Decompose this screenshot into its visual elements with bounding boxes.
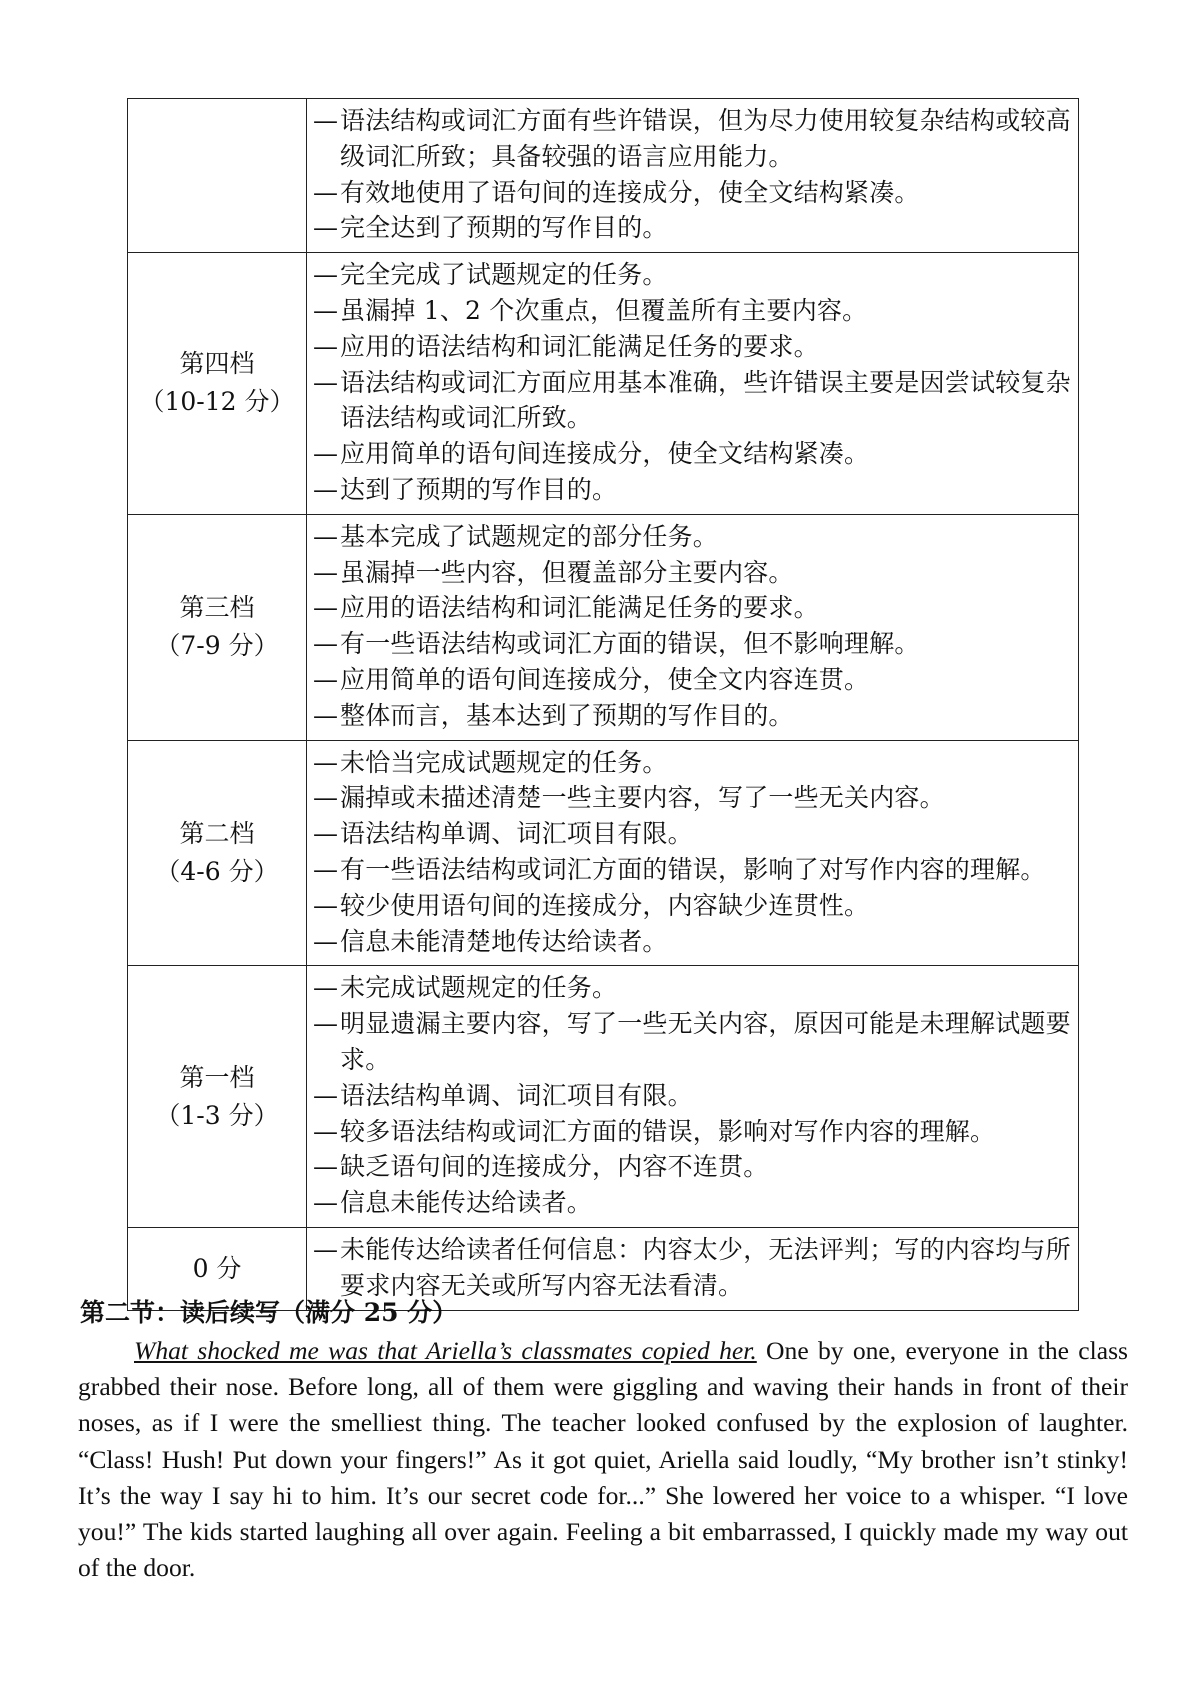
rubric-criterion-text: 完全达到了预期的写作目的。 bbox=[340, 213, 668, 243]
rubric-criterion-text: 基本完成了试题规定的部分任务。 bbox=[340, 521, 719, 551]
rubric-criterion-text: 语法结构单调、词汇项目有限。 bbox=[340, 1080, 693, 1110]
rubric-criterion-text: 达到了预期的写作目的。 bbox=[340, 474, 618, 504]
rubric-criterion-line bbox=[313, 1185, 1078, 1221]
bullet-dash: — bbox=[313, 1080, 339, 1110]
bullet-dash: — bbox=[313, 819, 339, 849]
rubric-row bbox=[128, 740, 1079, 966]
rubric-row bbox=[128, 966, 1079, 1228]
rubric-criterion-text: 信息未能传达给读者。 bbox=[340, 1188, 593, 1218]
rubric-criterion-text: 应用简单的语句间连接成分，使全文结构紧凑。 bbox=[340, 439, 870, 469]
bullet-dash: — bbox=[313, 213, 339, 243]
bullet-dash: — bbox=[313, 926, 339, 956]
bullet-dash: — bbox=[313, 890, 339, 920]
rubric-level-score: （7-9 分） bbox=[155, 631, 279, 661]
rubric-criterion-text: 虽漏掉 1、2 个次重点，但覆盖所有主要内容。 bbox=[340, 295, 868, 325]
rubric-level-score: （10-12 分） bbox=[139, 387, 295, 417]
rubric-criterion-text: 语法结构或词汇方面有些许错误，但为尽力使用较复杂结构或较高级词汇所致；具备较强的语言应用能力。 bbox=[340, 106, 1071, 171]
rubric-criterion-text: 有一些语法结构或词汇方面的错误，影响了对写作内容的理解。 bbox=[340, 854, 1046, 884]
rubric-level-name: 第三档 bbox=[179, 593, 255, 623]
rubric-criterion-text: 应用的语法结构和词汇能满足任务的要求。 bbox=[340, 331, 819, 361]
rubric-level-name: 0 分 bbox=[192, 1253, 242, 1283]
rubric-criterion-text: 明显遗漏主要内容，写了一些无关内容，原因可能是未理解试题要求。 bbox=[340, 1009, 1071, 1074]
rubric-criterion-line bbox=[313, 626, 1078, 662]
rubric-criteria-cell bbox=[307, 740, 1079, 966]
rubric-criterion-line bbox=[313, 257, 1078, 293]
rubric-criterion-line bbox=[313, 816, 1078, 852]
rubric-criterion-line bbox=[313, 852, 1078, 888]
passage-opening-sentence: What shocked me was that Ariella’s classmates copied her. bbox=[134, 1336, 757, 1365]
passage-body: One by one, everyone in the class grabbed their nose. Before long, all of them were giggling and waving their hands in front of their noses, as if I were the smelliest thing. The teacher looked confused by the explosion of laughter. “Class! Hush! Put down your fingers!” As it got quiet, Ariella said loudly, “My brother isn’t stinky! It’s the way I say hi to him. It’s our secret code for...” She lowered her voice to a whisper. “I love you!” The kids started laughing all over again. Feeling a bit embarrassed, I quickly made my way out of the door. bbox=[78, 1336, 1129, 1583]
rubric-criterion-line bbox=[313, 1114, 1078, 1150]
rubric-criterion-text: 应用的语法结构和词汇能满足任务的要求。 bbox=[340, 593, 819, 623]
bullet-dash: — bbox=[313, 629, 339, 659]
rubric-criterion-text: 未能传达给读者任何信息：内容太少，无法评判；写的内容均与所要求内容无关或所写内容无法看清。 bbox=[340, 1234, 1071, 1300]
rubric-criteria-cell bbox=[307, 514, 1079, 740]
bullet-dash: — bbox=[313, 854, 339, 884]
rubric-criterion-text: 未恰当完成试题规定的任务。 bbox=[340, 747, 668, 777]
bullet-dash: — bbox=[313, 664, 339, 694]
rubric-criteria-cell bbox=[307, 253, 1079, 515]
bullet-dash: — bbox=[313, 1188, 339, 1218]
bullet-dash: — bbox=[313, 106, 339, 135]
rubric-criterion-line bbox=[313, 365, 1078, 437]
rubric-criterion-text: 虽漏掉一些内容，但覆盖部分主要内容。 bbox=[340, 557, 794, 587]
bullet-dash: — bbox=[313, 1116, 339, 1146]
rubric-level-score: （1-3 分） bbox=[155, 1100, 279, 1130]
rubric-criterion-text: 信息未能清楚地传达给读者。 bbox=[340, 926, 668, 956]
section-title: 第二节：读后续写（满分 25 分） bbox=[80, 1298, 458, 1327]
bullet-dash: — bbox=[313, 331, 339, 361]
rubric-criterion-text: 语法结构或词汇方面应用基本准确，些许错误主要是因尝试较复杂语法结构或词汇所致。 bbox=[340, 367, 1071, 433]
scoring-rubric-table bbox=[127, 98, 1079, 1311]
rubric-criterion-line bbox=[313, 175, 1078, 211]
bullet-dash: — bbox=[313, 177, 339, 207]
rubric-criterion-line bbox=[313, 1232, 1078, 1304]
rubric-criterion-line bbox=[313, 329, 1078, 365]
rubric-criterion-line bbox=[313, 590, 1078, 626]
bullet-dash: — bbox=[313, 521, 339, 551]
rubric-level-cell bbox=[128, 99, 307, 253]
rubric-row bbox=[128, 253, 1079, 515]
bullet-dash: — bbox=[313, 295, 339, 325]
rubric-level-name: 第一档 bbox=[179, 1062, 255, 1092]
rubric-criterion-line bbox=[313, 210, 1078, 246]
bullet-dash: — bbox=[313, 439, 339, 469]
rubric-criterion-line bbox=[313, 745, 1078, 781]
rubric-level-score: （4-6 分） bbox=[155, 856, 279, 886]
reading-passage bbox=[78, 1333, 1128, 1586]
rubric-criterion-line bbox=[313, 698, 1078, 734]
rubric-row bbox=[128, 99, 1079, 253]
bullet-dash: — bbox=[313, 700, 339, 730]
rubric-level-cell bbox=[128, 253, 307, 515]
bullet-dash: — bbox=[313, 1234, 339, 1264]
bullet-dash: — bbox=[313, 474, 339, 504]
rubric-criteria-cell bbox=[307, 966, 1079, 1228]
rubric-criterion-text: 完全完成了试题规定的任务。 bbox=[340, 260, 668, 290]
rubric-criterion-text: 较少使用语句间的连接成分，内容缺少连贯性。 bbox=[340, 890, 870, 920]
bullet-dash: — bbox=[313, 1152, 339, 1182]
rubric-level-cell bbox=[128, 740, 307, 966]
rubric-criterion-text: 有效地使用了语句间的连接成分，使全文结构紧凑。 bbox=[340, 177, 920, 207]
rubric-criterion-line bbox=[313, 436, 1078, 472]
rubric-criterion-line bbox=[313, 888, 1078, 924]
rubric-criterion-line bbox=[313, 293, 1078, 329]
rubric-criterion-text: 有一些语法结构或词汇方面的错误，但不影响理解。 bbox=[340, 629, 920, 659]
bullet-dash: — bbox=[313, 557, 339, 587]
bullet-dash: — bbox=[313, 783, 339, 813]
bullet-dash: — bbox=[313, 260, 339, 290]
rubric-level-name: 第二档 bbox=[179, 818, 255, 848]
rubric-row bbox=[128, 514, 1079, 740]
rubric-criterion-line bbox=[313, 924, 1078, 960]
rubric-criterion-line bbox=[313, 780, 1078, 816]
rubric-criterion-line bbox=[313, 1006, 1078, 1078]
rubric-level-cell bbox=[128, 966, 307, 1228]
rubric-criterion-text: 未完成试题规定的任务。 bbox=[340, 973, 618, 1003]
rubric-criterion-line bbox=[313, 519, 1078, 555]
rubric-criterion-line bbox=[313, 103, 1078, 175]
rubric-level-name: 第四档 bbox=[179, 349, 255, 379]
rubric-criterion-text: 语法结构单调、词汇项目有限。 bbox=[340, 819, 693, 849]
bullet-dash: — bbox=[313, 593, 339, 623]
rubric-criterion-line bbox=[313, 1149, 1078, 1185]
rubric-criterion-text: 较多语法结构或词汇方面的错误，影响对写作内容的理解。 bbox=[340, 1116, 996, 1146]
bullet-dash: — bbox=[313, 747, 339, 777]
rubric-level-cell bbox=[128, 514, 307, 740]
rubric-criterion-line bbox=[313, 472, 1078, 508]
bullet-dash: — bbox=[313, 1009, 339, 1039]
rubric-criterion-line bbox=[313, 1078, 1078, 1114]
rubric-criterion-line bbox=[313, 555, 1078, 591]
rubric-criterion-text: 整体而言，基本达到了预期的写作目的。 bbox=[340, 700, 794, 730]
bullet-dash: — bbox=[313, 367, 339, 397]
rubric-criteria-cell bbox=[307, 99, 1079, 253]
bullet-dash: — bbox=[313, 973, 339, 1003]
rubric-criterion-line bbox=[313, 662, 1078, 698]
rubric-criterion-text: 缺乏语句间的连接成分，内容不连贯。 bbox=[340, 1152, 769, 1182]
rubric-criterion-text: 漏掉或未描述清楚一些主要内容，写了一些无关内容。 bbox=[340, 783, 945, 813]
rubric-criterion-line bbox=[313, 970, 1078, 1006]
rubric-criterion-text: 应用简单的语句间连接成分，使全文内容连贯。 bbox=[340, 664, 870, 694]
